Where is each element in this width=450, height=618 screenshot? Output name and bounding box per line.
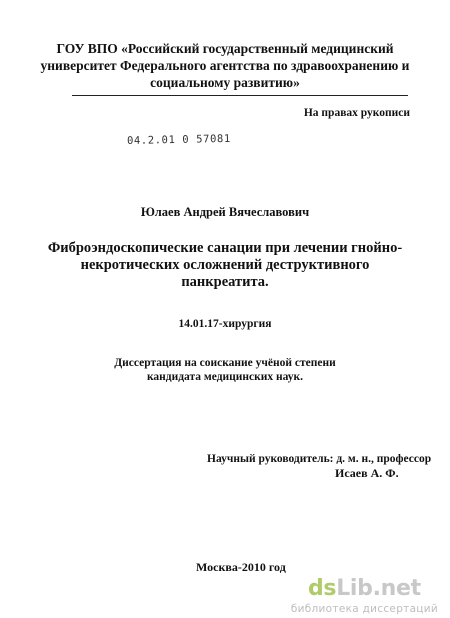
dslib-caption: библиотека диссертаций	[290, 603, 438, 615]
supervisor-name: Исаев А. Ф.	[335, 466, 399, 480]
institution-line-3: социальному развитию»	[150, 75, 300, 90]
place-and-year: Москва-2010 год	[196, 560, 286, 574]
specialty-code: 14.01.17-хирургия	[178, 318, 272, 330]
manuscript-note: На правах рукописи	[303, 107, 410, 119]
dslib-watermark	[291, 576, 438, 615]
degree-statement-line-2: кандидата медицинских наук.	[146, 371, 304, 383]
author-name: Юлаев Андрей Вячеславович	[140, 205, 310, 219]
institution-line-2: университет Федерального агентства по здравоохранению и	[40, 58, 410, 73]
thesis-title-line-2: некротических осложнений деструктивного	[80, 257, 370, 273]
dslib-logo-part2: Lib.net	[336, 576, 421, 601]
supervisor-label: Научный руководитель: д. м. н., профессор	[207, 453, 432, 465]
institution-line-1: ГОУ ВПО «Российский государственный медицинский	[56, 41, 394, 56]
archive-stamp-number: 04.2.01 0 57081	[126, 132, 231, 147]
degree-statement	[0, 356, 450, 384]
thesis-title-line-1: Фиброэндоскопические санации при лечении гнойно-	[47, 240, 403, 256]
dslib-logo-part1: ds	[307, 576, 337, 601]
header-rule	[72, 95, 408, 96]
dslib-logo	[291, 576, 438, 601]
degree-statement-line-1: Диссертация на соискание учёной степени	[114, 357, 336, 369]
thesis-title	[0, 240, 450, 291]
thesis-title-line-3: панкреатита.	[181, 274, 269, 290]
